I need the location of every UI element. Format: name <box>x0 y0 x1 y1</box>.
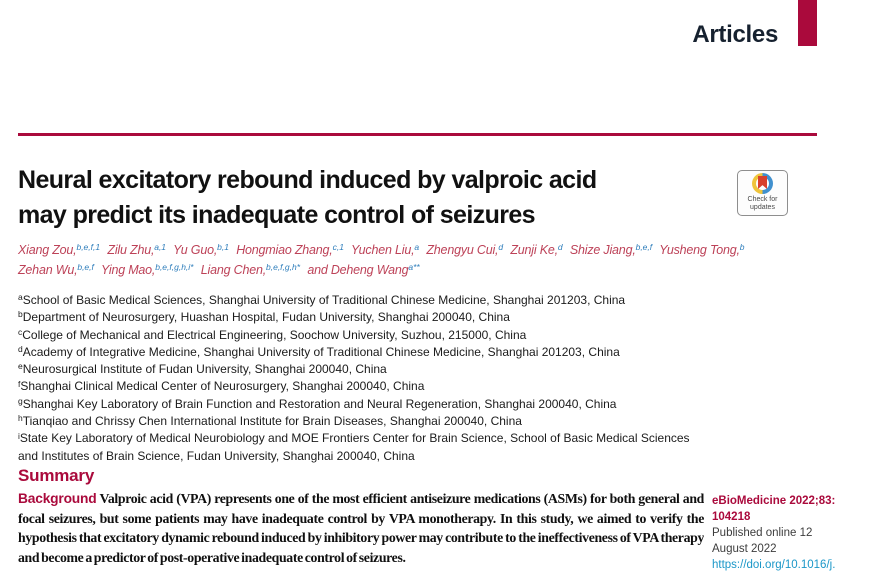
affiliation-marker: c <box>18 326 23 337</box>
author-entry <box>18 243 100 257</box>
author-affiliation-superscript: b,e,f,1 <box>76 241 101 252</box>
author-affiliation-superscript: a** <box>408 261 420 272</box>
section-label-articles: Articles <box>692 21 778 48</box>
header-divider-rule <box>18 133 817 136</box>
check-for-updates-badge[interactable] <box>737 170 788 216</box>
affiliation-text: Academy of Integrative Medicine, Shanghai University of Traditional Chinese Medicine, Shanghai 201203, China <box>22 344 620 359</box>
author-affiliation-superscript: a <box>414 241 420 252</box>
journal-citation-line1: eBioMedicine 2022;83: <box>712 495 836 507</box>
affiliation-row <box>18 430 871 464</box>
affiliation-marker: h <box>18 413 23 424</box>
affiliation-row <box>18 378 871 395</box>
affiliation-text: State Key Laboratory of Medical Neurobiology and MOE Frontiers Center for Brain Science, School of Basic Medical Sciences <box>19 431 690 446</box>
affiliation-text: Department of Neurosurgery, Huashan Hospital, Fudan University, Shanghai 200040, China <box>22 310 510 325</box>
author-name: Zehan Wu, <box>18 263 78 277</box>
affiliation-row <box>18 327 871 344</box>
author-name: Liang Chen, <box>200 263 266 277</box>
author-name: Xiang Zou, <box>18 243 77 257</box>
check-badge-line1: Check for <box>747 196 778 203</box>
author-name: Yusheng Tong, <box>659 243 740 257</box>
author-entry <box>236 243 344 257</box>
affiliation-row <box>18 361 871 378</box>
author-entry <box>101 263 194 277</box>
affiliation-list <box>18 292 871 464</box>
author-name: Shize Jiang, <box>569 243 636 257</box>
affiliation-row <box>18 413 871 430</box>
author-name: Yu Guo, <box>173 243 218 257</box>
author-affiliation-superscript: d <box>557 241 563 252</box>
author-affiliation-superscript: b,e,f <box>77 261 94 272</box>
author-entry <box>173 243 229 257</box>
affiliation-text: Neurosurgical Institute of Fudan University, Shanghai 200040, China <box>22 362 387 377</box>
affiliation-row <box>18 292 871 309</box>
author-entry <box>351 243 419 257</box>
doi-link[interactable]: https://doi.org/10.1016/j. <box>712 559 836 571</box>
author-name: Yuchen Liu, <box>351 243 415 257</box>
author-name: Hongmiao Zhang, <box>236 243 333 257</box>
author-affiliation-superscript: a,1 <box>154 241 167 252</box>
affiliation-marker: g <box>18 395 23 406</box>
author-entry <box>307 263 419 277</box>
author-name: Zunji Ke, <box>510 243 558 257</box>
author-entry <box>426 243 503 257</box>
author-name: Ying Mao, <box>100 263 156 277</box>
check-badge-line2: updates <box>750 204 775 211</box>
affiliation-marker: f <box>18 378 21 389</box>
author-affiliation-superscript: b,e,f,g,h* <box>266 261 301 272</box>
affiliation-row <box>18 396 871 413</box>
author-entry <box>510 243 562 257</box>
author-entry <box>659 243 744 257</box>
affiliation-marker: e <box>18 361 23 372</box>
affiliation-text: School of Basic Medical Sciences, Shanghai University of Traditional Chinese Medicine, Shanghai 201203, China <box>22 293 626 307</box>
author-affiliation-superscript: b <box>739 241 745 252</box>
background-text: Valproic acid (VPA) represents one of the most efficient antiseizure medications (ASMs) for both general and focal seizures, but some patients may have inadequate control by VPA monotherapy. In this study, we aimed to verify the hypothesis that excitatory dynamic rebound induced by inhibitory power may contribute to the ineffectiveness of VPA therapy and become a predictor of post-operative inadequate control of seizures. <box>18 491 704 565</box>
author-name: Zhengyu Cui, <box>426 243 499 257</box>
author-entry <box>107 243 166 257</box>
affiliation-text: Shanghai Clinical Medical Center of Neurosurgery, Shanghai 200040, China <box>20 379 425 394</box>
published-online-line1: Published online 12 <box>712 527 813 539</box>
author-list <box>18 241 868 281</box>
affiliation-text-continued: and Institutes of Brain Science, Fudan University, Shanghai 200040, China <box>18 448 415 463</box>
affiliation-row <box>18 344 871 361</box>
author-affiliation-superscript: c,1 <box>332 241 344 252</box>
affiliation-row <box>18 309 871 326</box>
summary-heading: Summary <box>18 466 95 485</box>
affiliation-text: Shanghai Key Laboratory of Brain Function and Restoration and Neural Regeneration, Shanghai 200040, China <box>22 396 617 411</box>
article-title-line2: may predict its inadequate control of seizures <box>18 201 535 229</box>
affiliation-marker: b <box>18 309 23 320</box>
published-online-line2: August 2022 <box>712 543 777 555</box>
affiliation-text: College of Mechanical and Electrical Engineering, Soochow University, Suzhou, 215000, China <box>22 327 527 342</box>
article-title <box>18 163 597 233</box>
author-affiliation-superscript: d <box>498 241 504 252</box>
check-for-updates-label <box>748 196 778 212</box>
article-title-line1: Neural excitatory rebound induced by valproic acid <box>18 166 597 194</box>
background-label: Background <box>18 491 97 506</box>
crossmark-icon <box>752 173 773 194</box>
affiliation-marker: d <box>18 344 23 355</box>
author-entry <box>201 263 300 277</box>
citation-sidebar <box>712 493 870 571</box>
author-name: Zilu Zhu, <box>107 243 155 257</box>
brand-corner-block <box>798 0 817 46</box>
affiliation-marker: i <box>18 430 20 441</box>
summary-background-paragraph <box>18 489 704 571</box>
author-affiliation-superscript: b,1 <box>217 241 229 252</box>
author-name: and Deheng Wang <box>307 263 409 277</box>
author-affiliation-superscript: b,e,f,g,h,i* <box>155 261 194 272</box>
journal-citation-line2: 104218 <box>712 511 751 523</box>
author-affiliation-superscript: b,e,f <box>635 241 653 252</box>
author-entry <box>570 243 652 257</box>
affiliation-text: Tianqiao and Chrissy Chen International Institute for Brain Diseases, Shanghai 200040, China <box>22 414 522 429</box>
author-entry <box>18 263 94 277</box>
affiliation-marker: a <box>18 292 23 303</box>
